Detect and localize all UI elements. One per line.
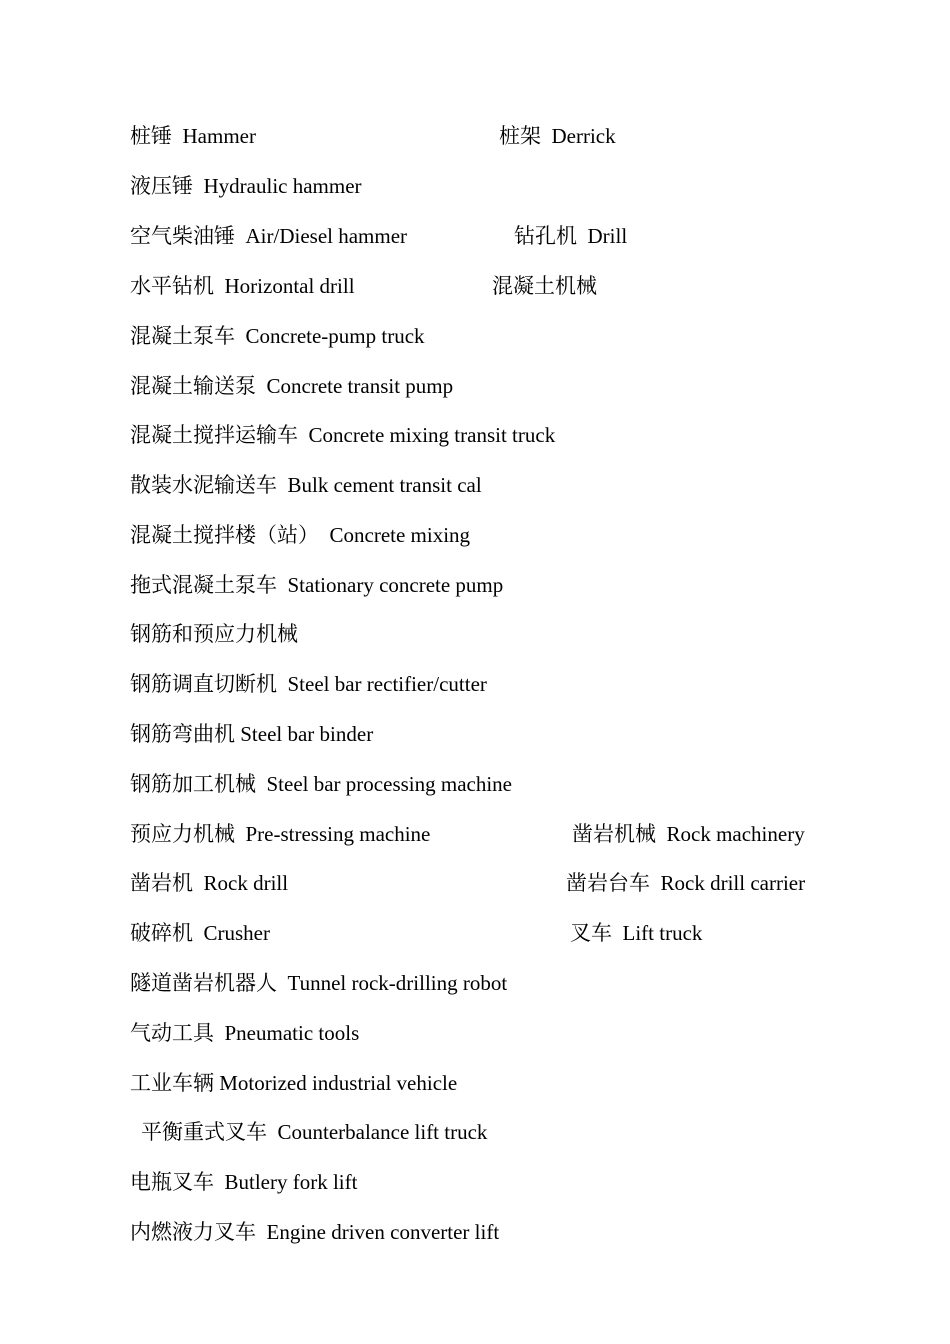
term-steel-bar-processing-machine: 钢筋加工机械 Steel bar processing machine xyxy=(130,772,512,796)
term-lift-truck: 叉车 Lift truck xyxy=(570,921,703,945)
term-steel-bar-rectifier-cutter: 钢筋调直切断机 Steel bar rectifier/cutter xyxy=(130,672,487,696)
section-steel-bar-prestress-machinery: 钢筋和预应力机械 xyxy=(130,622,298,646)
term-crusher: 破碎机 Crusher xyxy=(130,921,270,945)
term-bulk-cement-transit: 散装水泥输送车 Bulk cement transit cal xyxy=(130,473,482,497)
term-battery-fork-lift: 电瓶叉车 Butlery fork lift xyxy=(130,1170,358,1194)
term-rock-machinery: 凿岩机械 Rock machinery xyxy=(572,822,805,846)
term-drill: 钻孔机 Drill xyxy=(514,224,628,248)
term-stationary-concrete-pump: 拖式混凝土泵车 Stationary concrete pump xyxy=(130,573,504,597)
term-motorized-industrial-vehicle: 工业车辆 Motorized industrial vehicle xyxy=(130,1071,458,1095)
term-steel-bar-binder: 钢筋弯曲机 Steel bar binder xyxy=(130,722,374,746)
term-pile-hammer: 桩锤 Hammer xyxy=(130,124,256,148)
term-horizontal-drill: 水平钻机 Horizontal drill xyxy=(130,274,355,298)
term-rock-drill-carrier: 凿岩台车 Rock drill carrier xyxy=(566,871,806,895)
term-pre-stressing-machine: 预应力机械 Pre-stressing machine xyxy=(130,822,431,846)
term-concrete-mixing-transit-truck: 混凝土搅拌运输车 Concrete mixing transit truck xyxy=(130,423,556,447)
term-concrete-mixing-plant: 混凝土搅拌楼（站） Concrete mixing xyxy=(130,523,471,547)
term-hydraulic-hammer: 液压锤 Hydraulic hammer xyxy=(130,174,362,198)
term-counterbalance-lift-truck: 平衡重式叉车 Counterbalance lift truck xyxy=(141,1120,488,1144)
term-tunnel-rock-drilling-robot: 隧道凿岩机器人 Tunnel rock-drilling robot xyxy=(130,971,508,995)
term-air-diesel-hammer: 空气柴油锤 Air/Diesel hammer xyxy=(130,224,408,248)
term-concrete-pump-truck: 混凝土泵车 Concrete-pump truck xyxy=(130,324,425,348)
section-concrete-machinery: 混凝土机械 xyxy=(492,274,597,298)
term-rock-drill: 凿岩机 Rock drill xyxy=(130,871,289,895)
term-concrete-transit-pump: 混凝土输送泵 Concrete transit pump xyxy=(130,374,454,398)
term-pneumatic-tools: 气动工具 Pneumatic tools xyxy=(130,1021,360,1045)
term-engine-driven-converter-lift: 内燃液力叉车 Engine driven converter lift xyxy=(130,1220,500,1244)
term-pile-derrick: 桩架 Derrick xyxy=(499,124,616,148)
